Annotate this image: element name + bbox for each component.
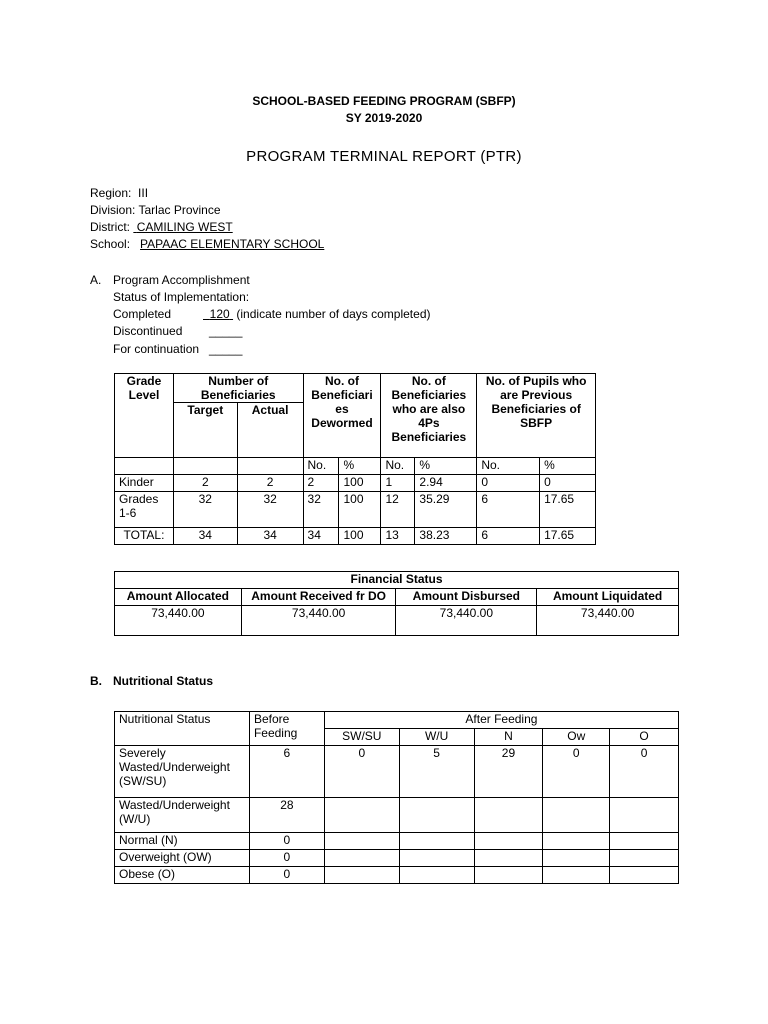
completed-note: (indicate number of days completed)	[236, 307, 431, 321]
discontinued-value: _____	[209, 324, 243, 338]
ow-cell	[543, 798, 610, 833]
amount-received-value: 73,440.00	[241, 606, 396, 636]
header-after-feeding: After Feeding	[324, 712, 678, 729]
wu-cell	[399, 833, 474, 850]
previous-pct-cell: 0	[540, 475, 596, 492]
sub-n: N	[474, 729, 543, 746]
o-cell	[610, 867, 679, 884]
previous-no-cell: 6	[477, 492, 540, 528]
dewormed-pct-cell: 100	[339, 492, 381, 528]
sub-4ps-no: No.	[381, 458, 415, 475]
ow-cell	[543, 833, 610, 850]
before-cell: 0	[249, 833, 324, 850]
grade-cell: Kinder	[115, 475, 174, 492]
header-grade-level: Grade Level	[115, 374, 174, 458]
table-row	[115, 833, 679, 850]
sub-sw-su: SW/SU	[324, 729, 399, 746]
fourps-pct-cell: 2.94	[415, 475, 477, 492]
header-amount-received: Amount Received fr DO	[241, 589, 396, 606]
header-target: Target	[173, 403, 237, 458]
table-row	[115, 798, 679, 833]
table-row-total	[115, 528, 596, 545]
o-cell	[610, 850, 679, 867]
header-nutritional-status: Nutritional Status	[115, 712, 250, 746]
section-b-letter: B.	[90, 674, 102, 688]
dewormed-pct-cell: 100	[339, 475, 381, 492]
sub-o: O	[610, 729, 679, 746]
status-cell: Severely Wasted/Underweight (SW/SU)	[115, 746, 250, 798]
sw-cell	[324, 867, 399, 884]
table-row	[115, 746, 679, 798]
wu-cell: 5	[399, 746, 474, 798]
actual-cell: 2	[237, 475, 303, 492]
nutritional-status-table	[114, 711, 679, 884]
wu-cell	[399, 867, 474, 884]
status-cell: Overweight (OW)	[115, 850, 250, 867]
sub-previous-no: No.	[477, 458, 540, 475]
sub-empty	[237, 458, 303, 475]
sub-4ps-pct: %	[415, 458, 477, 475]
previous-no-cell: 0	[477, 475, 540, 492]
sw-cell: 0	[324, 746, 399, 798]
division-label: Division:	[90, 203, 136, 217]
dewormed-pct-cell: 100	[339, 528, 381, 545]
table-row	[115, 850, 679, 867]
district-label: District:	[90, 220, 130, 234]
sub-dewormed-pct: %	[339, 458, 381, 475]
target-cell: 2	[173, 475, 237, 492]
table-row	[115, 475, 596, 492]
dewormed-no-cell: 32	[303, 492, 339, 528]
fourps-no-cell: 12	[381, 492, 415, 528]
sub-ow: Ow	[543, 729, 610, 746]
sub-w-u: W/U	[399, 729, 474, 746]
before-cell: 28	[249, 798, 324, 833]
o-cell: 0	[610, 746, 679, 798]
school-label: School:	[90, 237, 131, 251]
o-cell	[610, 833, 679, 850]
discontinued-label: Discontinued	[113, 324, 183, 338]
grade-cell: TOTAL:	[115, 528, 174, 545]
header-dewormed: No. of Beneficiari es Dewormed	[303, 374, 381, 458]
sub-previous-pct: %	[540, 458, 596, 475]
header-amount-liquidated: Amount Liquidated	[537, 589, 679, 606]
report-title: PROGRAM TERMINAL REPORT (PTR)	[246, 148, 522, 165]
school-value: PAPAAC ELEMENTARY SCHOOL	[140, 237, 325, 251]
sw-cell	[324, 850, 399, 867]
header-amount-allocated: Amount Allocated	[115, 589, 242, 606]
n-cell: 29	[474, 746, 543, 798]
section-a-letter: A.	[90, 273, 102, 287]
target-cell: 32	[173, 492, 237, 528]
sw-cell	[324, 798, 399, 833]
sub-empty	[115, 458, 174, 475]
status-cell: Obese (O)	[115, 867, 250, 884]
fourps-pct-cell: 38.23	[415, 528, 477, 545]
before-cell: 6	[249, 746, 324, 798]
target-cell: 34	[173, 528, 237, 545]
before-cell: 0	[249, 850, 324, 867]
sub-empty	[173, 458, 237, 475]
school-line	[90, 237, 324, 251]
n-cell	[474, 833, 543, 850]
completed-value: 120	[209, 307, 230, 321]
header-actual: Actual	[237, 403, 303, 458]
grade-cell: Grades 1-6	[115, 492, 174, 528]
fourps-pct-cell: 35.29	[415, 492, 477, 528]
section-b-heading: Nutritional Status	[113, 674, 214, 688]
completed-label: Completed	[113, 307, 172, 321]
table-row	[115, 492, 596, 528]
header-previous-beneficiaries: No. of Pupils who are Previous Beneficiaries of SBFP	[477, 374, 596, 458]
ow-cell	[543, 867, 610, 884]
continuation-value: _____	[209, 342, 243, 356]
header-amount-disbursed: Amount Disbursed	[396, 589, 537, 606]
header-4ps: No. of Beneficiaries who are also 4Ps Beneficiaries	[381, 374, 477, 458]
district-value: CAMILING WEST	[136, 220, 233, 234]
status-cell: Normal (N)	[115, 833, 250, 850]
section-a-heading: Program Accomplishment	[113, 273, 250, 287]
status-cell: Wasted/Underweight (W/U)	[115, 798, 250, 833]
n-cell	[474, 798, 543, 833]
dewormed-no-cell: 34	[303, 528, 339, 545]
program-title: SCHOOL-BASED FEEDING PROGRAM (SBFP)	[252, 94, 516, 108]
before-cell: 0	[249, 867, 324, 884]
status-of-implementation: Status of Implementation:	[113, 290, 250, 304]
o-cell	[610, 798, 679, 833]
n-cell	[474, 850, 543, 867]
actual-cell: 32	[237, 492, 303, 528]
dewormed-no-cell: 2	[303, 475, 339, 492]
previous-pct-cell: 17.65	[540, 528, 596, 545]
ow-cell: 0	[543, 746, 610, 798]
region-value: III	[138, 186, 149, 200]
division-line	[90, 203, 221, 217]
region-label: Region:	[90, 186, 132, 200]
previous-pct-cell: 17.65	[540, 492, 596, 528]
amount-allocated-value: 73,440.00	[115, 606, 242, 636]
table-row	[115, 867, 679, 884]
completed-line	[203, 307, 431, 321]
sw-cell	[324, 833, 399, 850]
wu-cell	[399, 850, 474, 867]
financial-status-table	[114, 571, 679, 636]
amount-disbursed-value: 73,440.00	[396, 606, 537, 636]
region-line	[90, 186, 148, 200]
previous-no-cell: 6	[477, 528, 540, 545]
ow-cell	[543, 850, 610, 867]
sub-dewormed-no: No.	[303, 458, 339, 475]
district-line	[90, 220, 233, 234]
accomplishment-table	[114, 373, 596, 545]
actual-cell: 34	[237, 528, 303, 545]
school-year: SY 2019-2020	[345, 111, 423, 125]
header-number-of-beneficiaries: Number of Beneficiaries	[173, 374, 303, 403]
financial-status-title: Financial Status	[115, 572, 679, 589]
fourps-no-cell: 1	[381, 475, 415, 492]
division-value: Tarlac Province	[138, 203, 221, 217]
n-cell	[474, 867, 543, 884]
fourps-no-cell: 13	[381, 528, 415, 545]
wu-cell	[399, 798, 474, 833]
amount-liquidated-value: 73,440.00	[537, 606, 679, 636]
header-before-feeding: Before Feeding	[249, 712, 324, 746]
continuation-label: For continuation	[113, 342, 200, 356]
